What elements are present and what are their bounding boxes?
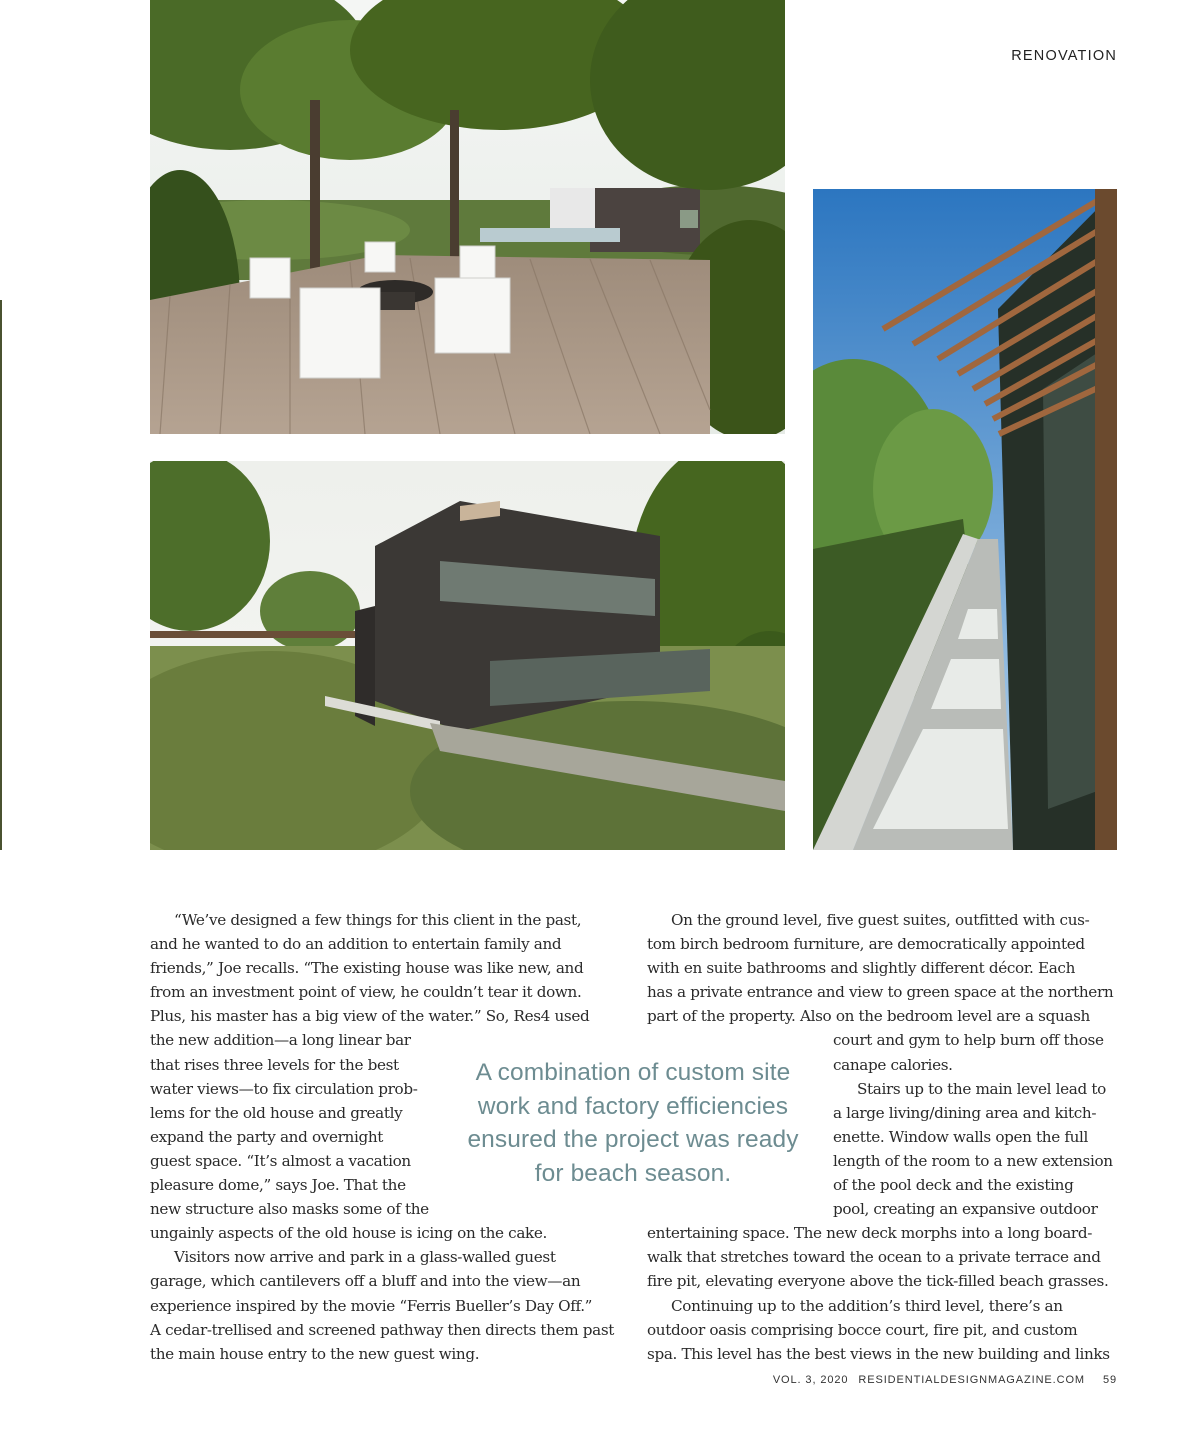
text-line: Plus, his master has a big view of the water.” So, Res4 used: [150, 1007, 590, 1026]
text-line: the main house entry to the new guest wing.: [150, 1344, 480, 1363]
text-line: fire pit, elevating everyone above the tick-filled beach grasses.: [647, 1272, 1109, 1291]
text-line: A cedar-trellised and screened pathway then directs them past: [150, 1320, 615, 1339]
section-label: RENOVATION: [1011, 48, 1117, 64]
text-line: part of the property. Also on the bedroom level are a squash: [647, 1007, 1090, 1026]
text-line: court and gym to help burn off those: [833, 1031, 1104, 1050]
text-line: walk that stretches toward the ocean to a private terrace and: [647, 1248, 1101, 1267]
deck-photo-image: [150, 0, 785, 434]
page-number: 59: [1102, 1374, 1117, 1386]
page-edge-bleed: [0, 300, 2, 850]
text-line: Continuing up to the addition’s third level, there’s an: [671, 1296, 1063, 1315]
text-line: length of the room to a new extension: [833, 1151, 1113, 1170]
text-line: that rises three levels for the best: [150, 1055, 399, 1074]
text-line: water views—to fix circulation prob-: [150, 1079, 418, 1098]
article-column-right: [647, 908, 1117, 1366]
text-line: of the pool deck and the existing: [833, 1176, 1074, 1195]
deck-photo: [150, 0, 785, 434]
addition-photo: [150, 461, 785, 850]
text-line: lems for the old house and greatly: [150, 1103, 403, 1122]
text-line: guest space. “It’s almost a vacation: [150, 1151, 411, 1170]
walkway-photo: [813, 189, 1117, 850]
walkway-photo-image: [813, 189, 1117, 850]
text-line: and he wanted to do an addition to entertain family and: [150, 935, 562, 954]
text-line: tom birch bedroom furniture, are democratically appointed: [647, 935, 1085, 954]
text-line: garage, which cantilevers off a bluff and into the view—an: [150, 1272, 581, 1291]
text-line: new structure also masks some of the: [150, 1200, 429, 1219]
text-line: pleasure dome,” says Joe. That the: [150, 1176, 406, 1195]
text-line: the new addition—a long linear bar: [150, 1031, 411, 1050]
text-line: from an investment point of view, he couldn’t tear it down.: [150, 983, 582, 1002]
text-line: expand the party and overnight: [150, 1127, 384, 1146]
pull-quote: A combination of custom site work and factory efficiencies ensured the project was ready for beach season.: [467, 1059, 799, 1187]
text-line: friends,” Joe recalls. “The existing house was like new, and: [150, 959, 584, 978]
text-line: On the ground level, five guest suites, outfitted with cus-: [671, 911, 1090, 929]
text-line: entertaining space. The new deck morphs into a long board-: [647, 1224, 1092, 1243]
text-line: spa. This level has the best views in the new building and links: [647, 1344, 1110, 1363]
text-line: outdoor oasis comprising bocce court, fire pit, and custom: [647, 1320, 1078, 1339]
text-line: ungainly aspects of the old house is icing on the cake.: [150, 1224, 548, 1243]
text-line: “We’ve designed a few things for this client in the past,: [174, 911, 582, 929]
text-line: a large living/dining area and kitch-: [833, 1103, 1097, 1122]
text-line: pool, creating an expansive outdoor: [833, 1200, 1098, 1219]
footer-volume: VOL. 3, 2020: [772, 1374, 849, 1386]
text-line: experience inspired by the movie “Ferris Bueller’s Day Off.”: [150, 1296, 593, 1315]
addition-photo-image: [150, 461, 785, 850]
text-line: with en suite bathrooms and slightly different décor. Each: [647, 959, 1076, 978]
footer-website: RESIDENTIALDESIGNMAGAZINE.COM: [858, 1374, 1085, 1386]
text-line: enette. Window walls open the full: [833, 1127, 1089, 1146]
text-line: Visitors now arrive and park in a glass-walled guest: [174, 1248, 556, 1267]
text-line: has a private entrance and view to green space at the northern: [647, 983, 1114, 1002]
text-line: canape calories.: [833, 1055, 953, 1074]
text-line: Stairs up to the main level lead to: [857, 1079, 1106, 1098]
page-footer: [767, 1374, 1117, 1386]
